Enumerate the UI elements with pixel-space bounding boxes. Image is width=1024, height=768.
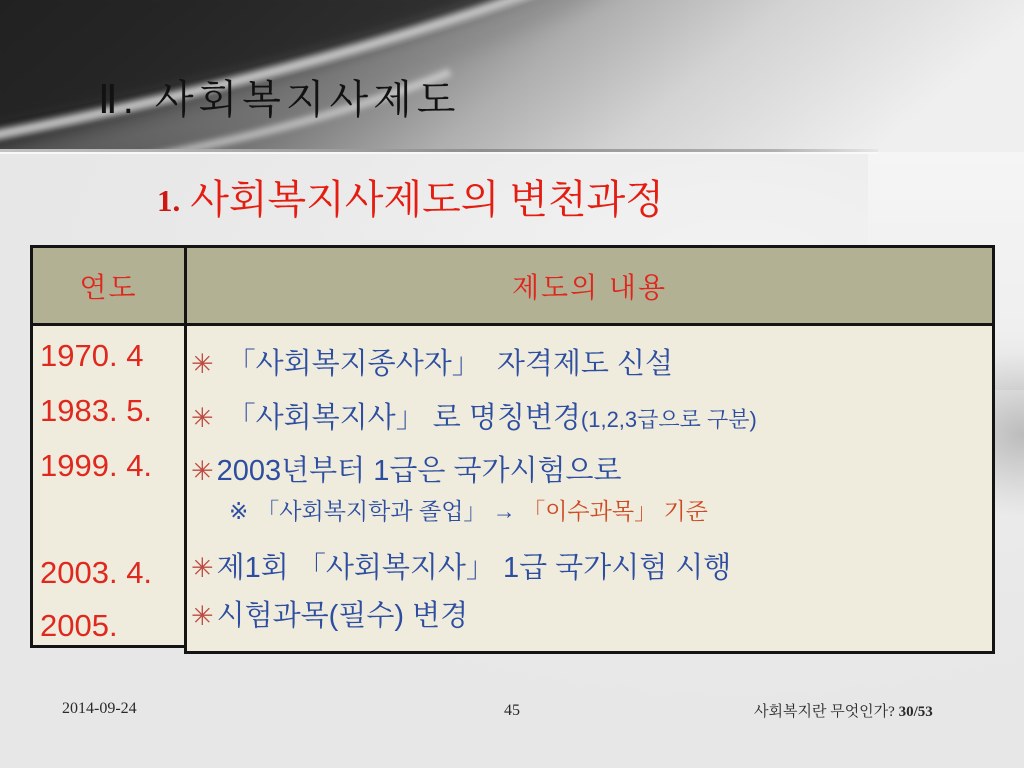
slide-title: Ⅱ. 사회복지사제도: [98, 78, 461, 122]
footer-course-title: 사회복지란 무엇인가?: [754, 704, 899, 720]
subnote-text: 「사회복지학과 졸업」 →: [256, 498, 523, 524]
asterisk-bullet-icon: ✳: [191, 349, 214, 379]
content-column-header: 제도의 내용: [187, 248, 992, 326]
asterisk-bullet-icon: ✳: [191, 601, 214, 631]
content-text: 시험과목(필수) 변경: [216, 600, 469, 632]
subtitle-number: 1.: [157, 183, 181, 218]
footer-slide-number: 45: [504, 702, 520, 719]
year-value: 1970. 4: [40, 338, 144, 373]
table-year-column: [30, 245, 187, 648]
content-line: [191, 593, 468, 634]
content-text: 2003년부터 1급은 국가시험으로: [216, 455, 622, 487]
content-line: [191, 395, 757, 436]
content-text: 「사회복지종사자」 자격제도 신설: [226, 348, 673, 380]
content-subnote-line: [229, 493, 708, 526]
year-column-body: [33, 326, 184, 645]
content-text: 제1회 「사회복지사」 1급 국가시험 시행: [216, 552, 732, 584]
asterisk-bullet-icon: ✳: [191, 403, 214, 433]
subnote-highlight: 「이수과목」 기준: [522, 498, 708, 524]
reference-mark-icon: ※: [229, 498, 249, 524]
header-separator: [0, 149, 878, 152]
year-value: 2003. 4.: [40, 555, 153, 590]
footer-date: 2014-09-24: [62, 700, 137, 717]
year-value: 1983. 5.: [40, 393, 153, 428]
footer-page-indicator: 30/53: [898, 704, 933, 720]
content-line: [191, 341, 673, 382]
content-text: 「사회복지사」 로 명칭변경: [226, 402, 581, 434]
header-band: [0, 0, 1024, 152]
slide-subtitle: [157, 168, 664, 225]
content-column-body: [187, 326, 992, 651]
table-content-column: [184, 245, 995, 654]
asterisk-bullet-icon: ✳: [191, 553, 214, 583]
year-column-header: 연도: [33, 248, 184, 326]
content-line: [191, 448, 622, 489]
year-value: 1999. 4.: [40, 448, 153, 483]
subtitle-text: 사회복지사제도의 변천과정: [190, 177, 664, 222]
asterisk-bullet-icon: ✳: [191, 456, 214, 486]
year-value: 2005.: [40, 608, 118, 643]
content-text-small: (1,2,3급으로 구분): [580, 407, 757, 432]
footer-course-info: [754, 700, 944, 721]
content-line: [191, 545, 731, 586]
